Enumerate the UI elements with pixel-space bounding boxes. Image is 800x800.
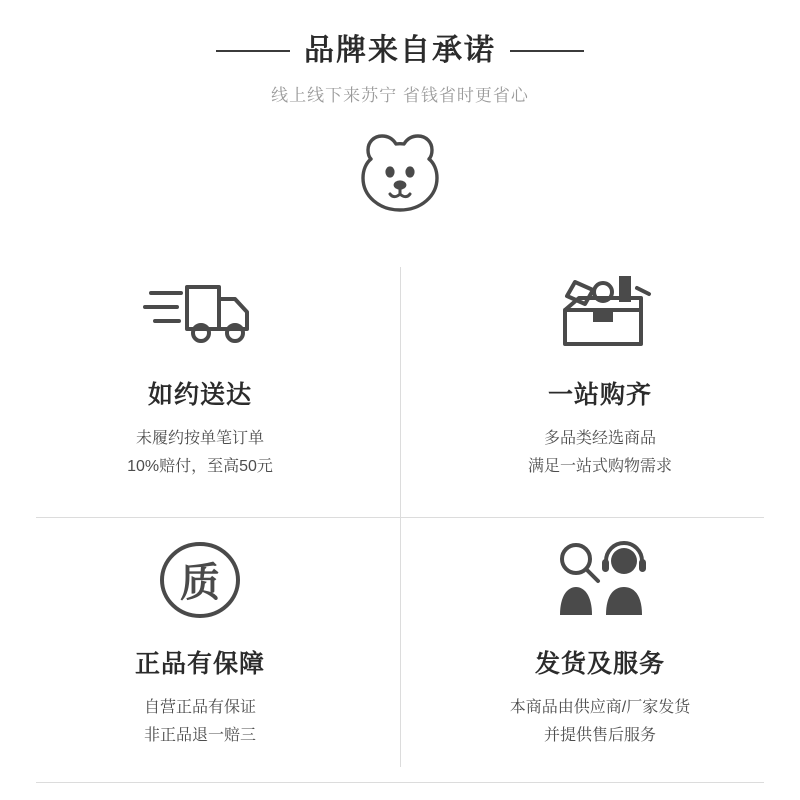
feature-line: 满足一站式购物需求 <box>527 458 672 475</box>
page-title: 品牌来自承诺 <box>304 34 496 67</box>
quality-seal-icon <box>154 532 246 628</box>
page-subtitle: 线上线下来苏宁 省钱省时更省心 <box>271 86 529 105</box>
feature-line: 自营正品有保证 <box>143 699 256 716</box>
feature-title: 正品有保障 <box>134 650 265 678</box>
feature-card-one-stop <box>400 249 800 517</box>
feature-line: 本商品由供应商/厂家发货 <box>509 699 691 716</box>
feature-line: 10%赔付，至高50元 <box>127 458 273 475</box>
feature-title: 一站购齐 <box>547 381 652 409</box>
feature-description <box>528 425 672 481</box>
feature-line: 非正品退一赔三 <box>143 727 256 744</box>
feature-title: 如约送达 <box>147 381 252 409</box>
feature-line: 并提供售后服务 <box>543 727 656 744</box>
feature-line: 多品类经选商品 <box>543 430 656 447</box>
left-rule-decoration <box>216 50 290 52</box>
package-box-icon <box>545 263 655 359</box>
bear-mascot-icon <box>352 128 448 225</box>
customer-service-icon <box>542 532 658 628</box>
page-header <box>0 0 800 106</box>
feature-card-delivery <box>0 249 400 517</box>
svg-text:质: 质 <box>180 561 220 605</box>
right-rule-decoration <box>510 50 584 52</box>
bottom-divider <box>36 782 764 783</box>
feature-description <box>144 694 256 750</box>
feature-description <box>510 694 690 750</box>
mascot-wrap <box>0 128 800 225</box>
feature-grid <box>0 249 800 789</box>
feature-card-service <box>400 518 800 786</box>
title-row <box>0 34 800 67</box>
feature-title: 发货及服务 <box>534 650 665 678</box>
feature-card-authentic <box>0 518 400 786</box>
feature-description <box>127 425 273 481</box>
delivery-truck-icon <box>141 263 259 359</box>
feature-line: 未履约按单笔订单 <box>135 430 264 447</box>
